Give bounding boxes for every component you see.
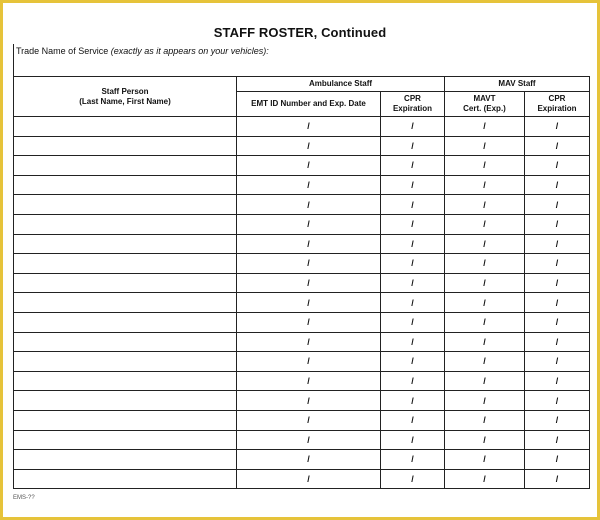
date-slash: / xyxy=(483,278,486,289)
mavt-cell[interactable] xyxy=(445,371,525,391)
cpr-mav-cell[interactable] xyxy=(525,371,590,391)
date-slash: / xyxy=(555,454,559,465)
emt-id-cell[interactable] xyxy=(237,371,381,391)
date-slash: / xyxy=(483,180,486,191)
date-slash: / xyxy=(411,180,414,191)
staff-name-cell[interactable] xyxy=(14,312,237,332)
date-slash: / xyxy=(483,317,486,328)
table-row xyxy=(14,254,590,274)
table-row xyxy=(14,175,590,195)
mavt-cell[interactable] xyxy=(445,293,525,313)
cpr-mav-cell[interactable] xyxy=(525,175,590,195)
cpr-ambulance-cell[interactable] xyxy=(381,195,445,215)
cpr-ambulance-cell[interactable] xyxy=(381,175,445,195)
date-slash: / xyxy=(483,473,486,484)
date-slash: / xyxy=(483,160,486,171)
date-slash: / xyxy=(483,238,486,249)
date-slash: / xyxy=(307,434,310,445)
date-slash: / xyxy=(483,258,486,269)
mavt-cell[interactable] xyxy=(445,391,525,411)
table-row xyxy=(14,195,590,215)
date-slash: / xyxy=(411,121,414,132)
mavt-cell[interactable] xyxy=(445,254,525,274)
cpr-mav-cell[interactable] xyxy=(525,234,590,254)
cpr-ambulance-cell[interactable] xyxy=(381,391,445,411)
table-row xyxy=(14,214,590,234)
mavt-cell[interactable] xyxy=(445,175,525,195)
cpr-ambulance-cell[interactable] xyxy=(381,352,445,372)
date-slash: / xyxy=(483,199,486,210)
staff-roster-table xyxy=(13,76,590,489)
table-row xyxy=(14,136,590,156)
date-slash: / xyxy=(307,356,310,367)
date-slash: / xyxy=(307,140,310,151)
date-slash: / xyxy=(411,434,414,445)
mavt-cell[interactable] xyxy=(445,273,525,293)
date-slash: / xyxy=(411,356,414,367)
table-row xyxy=(14,450,590,470)
trade-name-field[interactable] xyxy=(16,46,269,56)
mavt-cell[interactable] xyxy=(445,234,525,254)
staff-name-cell[interactable] xyxy=(14,273,237,293)
cpr-mav-cell[interactable] xyxy=(525,195,590,215)
cpr-mav-cell[interactable] xyxy=(525,214,590,234)
cpr-mav-cell[interactable] xyxy=(525,273,590,293)
trade-name-note: (exactly as it appears on your vehicles): xyxy=(110,46,269,56)
emt-id-cell[interactable] xyxy=(237,234,381,254)
date-slash: / xyxy=(307,454,310,465)
emt-id-cell[interactable] xyxy=(237,136,381,156)
staff-name-cell[interactable] xyxy=(14,332,237,352)
emt-id-cell[interactable] xyxy=(237,175,381,195)
page-title: STAFF ROSTER, Continued xyxy=(213,25,387,40)
emt-id-cell[interactable] xyxy=(237,469,381,489)
emt-id-cell[interactable] xyxy=(237,332,381,352)
date-slash: / xyxy=(411,140,414,151)
emt-id-cell[interactable] xyxy=(237,352,381,372)
mavt-cell[interactable] xyxy=(445,410,525,430)
staff-name-cell[interactable] xyxy=(14,254,237,274)
cpr-ambulance-cell[interactable] xyxy=(381,371,445,391)
cpr-ambulance-cell[interactable] xyxy=(381,234,445,254)
header-staff-person: Staff Person (Last Name, First Name) xyxy=(14,77,237,117)
cpr-mav-cell[interactable] xyxy=(525,254,590,274)
header-cpr-mav: CPR Expiration xyxy=(525,92,590,117)
date-slash: / xyxy=(555,278,559,289)
date-slash: / xyxy=(555,336,559,347)
mavt-cell[interactable] xyxy=(445,450,525,470)
table-row xyxy=(14,273,590,293)
table-row xyxy=(14,391,590,411)
date-slash: / xyxy=(555,180,559,191)
date-slash: / xyxy=(307,473,310,484)
mavt-cell[interactable] xyxy=(445,312,525,332)
date-slash: / xyxy=(307,395,310,406)
date-slash: / xyxy=(555,140,559,151)
mavt-cell[interactable] xyxy=(445,332,525,352)
emt-id-cell[interactable] xyxy=(237,254,381,274)
staff-name-cell[interactable] xyxy=(14,430,237,450)
date-slash: / xyxy=(411,454,414,465)
header-cpr-ambulance: CPR Expiration xyxy=(381,92,445,117)
table-row xyxy=(14,312,590,332)
staff-name-cell[interactable] xyxy=(14,371,237,391)
emt-id-cell[interactable] xyxy=(237,156,381,176)
cpr-ambulance-cell[interactable] xyxy=(381,450,445,470)
date-slash: / xyxy=(411,219,414,230)
cpr-ambulance-cell[interactable] xyxy=(381,254,445,274)
date-slash: / xyxy=(411,297,414,308)
mavt-cell[interactable] xyxy=(445,430,525,450)
mavt-cell[interactable] xyxy=(445,352,525,372)
table-row xyxy=(14,469,590,489)
mavt-cell[interactable] xyxy=(445,195,525,215)
header-mav-staff: MAV Staff xyxy=(445,77,590,92)
emt-id-cell[interactable] xyxy=(237,391,381,411)
date-slash: / xyxy=(555,415,559,426)
table-row xyxy=(14,117,590,137)
mavt-cell[interactable] xyxy=(445,136,525,156)
staff-name-cell[interactable] xyxy=(14,410,237,430)
date-slash: / xyxy=(307,317,310,328)
table-row xyxy=(14,332,590,352)
cpr-mav-cell[interactable] xyxy=(525,136,590,156)
mavt-cell[interactable] xyxy=(445,117,525,137)
staff-name-cell[interactable] xyxy=(14,234,237,254)
staff-name-cell[interactable] xyxy=(14,352,237,372)
date-slash: / xyxy=(307,336,310,347)
date-slash: / xyxy=(411,278,414,289)
cpr-mav-cell[interactable] xyxy=(525,312,590,332)
date-slash: / xyxy=(555,258,559,269)
date-slash: / xyxy=(483,297,486,308)
date-slash: / xyxy=(555,317,559,328)
date-slash: / xyxy=(307,376,310,387)
date-slash: / xyxy=(483,454,486,465)
header-mavt: MAVT Cert. (Exp.) xyxy=(445,92,525,117)
cpr-mav-cell[interactable] xyxy=(525,450,590,470)
left-rule xyxy=(13,44,14,77)
cpr-mav-cell[interactable] xyxy=(525,469,590,489)
table-row xyxy=(14,371,590,391)
cpr-mav-cell[interactable] xyxy=(525,156,590,176)
mavt-cell[interactable] xyxy=(445,214,525,234)
emt-id-cell[interactable] xyxy=(237,312,381,332)
cpr-ambulance-cell[interactable] xyxy=(381,410,445,430)
date-slash: / xyxy=(411,199,414,210)
date-slash: / xyxy=(307,160,310,171)
table-row xyxy=(14,410,590,430)
mavt-cell[interactable] xyxy=(445,469,525,489)
date-slash: / xyxy=(483,336,486,347)
staff-name-cell[interactable] xyxy=(14,117,237,137)
date-slash: / xyxy=(307,278,310,289)
cpr-ambulance-cell[interactable] xyxy=(381,273,445,293)
emt-id-cell[interactable] xyxy=(237,214,381,234)
staff-name-cell[interactable] xyxy=(14,391,237,411)
cpr-mav-cell[interactable] xyxy=(525,430,590,450)
trade-name-label: Trade Name of Service xyxy=(16,46,109,56)
date-slash: / xyxy=(411,336,414,347)
staff-name-cell[interactable] xyxy=(14,195,237,215)
table-row xyxy=(14,430,590,450)
header-row-group xyxy=(14,77,590,92)
mavt-cell[interactable] xyxy=(445,156,525,176)
table-row xyxy=(14,352,590,372)
date-slash: / xyxy=(411,238,414,249)
cpr-mav-cell[interactable] xyxy=(525,117,590,137)
cpr-ambulance-cell[interactable] xyxy=(381,136,445,156)
date-slash: / xyxy=(483,415,486,426)
date-slash: / xyxy=(555,219,559,230)
emt-id-cell[interactable] xyxy=(237,293,381,313)
cpr-mav-cell[interactable] xyxy=(525,332,590,352)
table-row xyxy=(14,234,590,254)
cpr-ambulance-cell[interactable] xyxy=(381,156,445,176)
staff-name-cell[interactable] xyxy=(14,450,237,470)
date-slash: / xyxy=(555,376,559,387)
staff-name-cell[interactable] xyxy=(14,136,237,156)
date-slash: / xyxy=(483,219,486,230)
header-ambulance-staff: Ambulance Staff xyxy=(237,77,445,92)
cpr-ambulance-cell[interactable] xyxy=(381,293,445,313)
cpr-mav-cell[interactable] xyxy=(525,293,590,313)
cpr-ambulance-cell[interactable] xyxy=(381,469,445,489)
cpr-mav-cell[interactable] xyxy=(525,352,590,372)
date-slash: / xyxy=(483,434,486,445)
date-slash: / xyxy=(411,415,414,426)
staff-name-cell[interactable] xyxy=(14,156,237,176)
date-slash: / xyxy=(411,258,414,269)
cpr-ambulance-cell[interactable] xyxy=(381,312,445,332)
date-slash: / xyxy=(307,180,310,191)
cpr-mav-cell[interactable] xyxy=(525,391,590,411)
date-slash: / xyxy=(411,160,414,171)
table-row xyxy=(14,156,590,176)
header-emt-id: EMT ID Number and Exp. Date xyxy=(237,92,381,117)
staff-name-cell[interactable] xyxy=(14,214,237,234)
emt-id-cell[interactable] xyxy=(237,273,381,293)
date-slash: / xyxy=(555,473,559,484)
date-slash: / xyxy=(307,415,310,426)
date-slash: / xyxy=(307,258,310,269)
staff-name-cell[interactable] xyxy=(14,293,237,313)
date-slash: / xyxy=(307,238,310,249)
date-slash: / xyxy=(483,121,486,132)
date-slash: / xyxy=(307,121,310,132)
date-slash: / xyxy=(483,140,486,151)
cpr-ambulance-cell[interactable] xyxy=(381,117,445,137)
date-slash: / xyxy=(555,297,559,308)
date-slash: / xyxy=(483,376,486,387)
date-slash: / xyxy=(555,160,559,171)
form-code: EMS-?? xyxy=(13,495,35,501)
emt-id-cell[interactable] xyxy=(237,430,381,450)
roster-body xyxy=(14,117,590,489)
emt-id-cell[interactable] xyxy=(237,117,381,137)
date-slash: / xyxy=(411,395,414,406)
date-slash: / xyxy=(555,395,559,406)
date-slash: / xyxy=(555,121,559,132)
date-slash: / xyxy=(411,473,414,484)
date-slash: / xyxy=(411,317,414,328)
date-slash: / xyxy=(483,395,486,406)
date-slash: / xyxy=(555,434,559,445)
cpr-ambulance-cell[interactable] xyxy=(381,430,445,450)
cpr-mav-cell[interactable] xyxy=(525,410,590,430)
staff-name-cell[interactable] xyxy=(14,469,237,489)
date-slash: / xyxy=(555,238,559,249)
date-slash: / xyxy=(307,199,310,210)
cpr-ambulance-cell[interactable] xyxy=(381,214,445,234)
date-slash: / xyxy=(411,376,414,387)
staff-name-cell[interactable] xyxy=(14,175,237,195)
table-row xyxy=(14,293,590,313)
date-slash: / xyxy=(555,356,559,367)
emt-id-cell[interactable] xyxy=(237,410,381,430)
date-slash: / xyxy=(483,356,486,367)
date-slash: / xyxy=(307,219,310,230)
cpr-ambulance-cell[interactable] xyxy=(381,332,445,352)
date-slash: / xyxy=(307,297,310,308)
emt-id-cell[interactable] xyxy=(237,450,381,470)
emt-id-cell[interactable] xyxy=(237,195,381,215)
date-slash: / xyxy=(555,199,559,210)
